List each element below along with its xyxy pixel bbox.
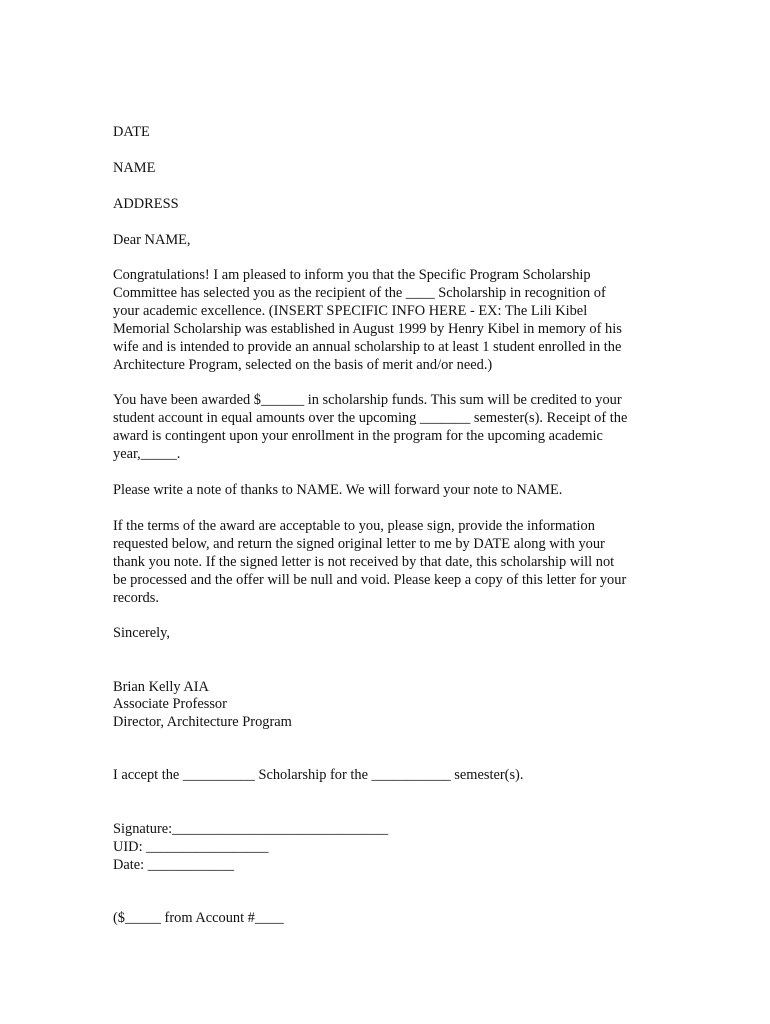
signature-field: Signature:______________________________ bbox=[113, 821, 389, 837]
paragraph-line: award is contingent upon your enrollment in the program for the upcoming academic bbox=[113, 428, 603, 444]
paragraph-line: If the terms of the award are acceptable to you, please sign, provide the information bbox=[113, 518, 595, 534]
signatory-role: Director, Architecture Program bbox=[113, 714, 292, 730]
paragraph-line: your academic excellence. (INSERT SPECIFIC INFO HERE - EX: The Lili Kibel bbox=[113, 303, 588, 319]
paragraph-line: You have been awarded $______ in scholarship funds. This sum will be credited to your bbox=[113, 392, 622, 408]
signatory-name: Brian Kelly AIA bbox=[113, 679, 209, 695]
paragraph-line: year,_____. bbox=[113, 446, 181, 462]
paragraph-line: Architecture Program, selected on the basis of merit and/or need.) bbox=[113, 357, 493, 373]
paragraph-congratulations bbox=[113, 266, 673, 374]
signatory-title: Associate Professor bbox=[113, 696, 227, 712]
paragraph-line: Congratulations! I am pleased to inform you that the Specific Program Scholarship bbox=[113, 267, 591, 283]
paragraph-line: records. bbox=[113, 590, 159, 606]
paragraph-line: thank you note. If the signed letter is not received by that date, this scholarship will not bbox=[113, 554, 615, 570]
paragraph-line: Committee has selected you as the recipient of the ____ Scholarship in recognition of bbox=[113, 285, 606, 301]
paragraph-line: requested below, and return the signed original letter to me by DATE along with your bbox=[113, 536, 605, 552]
date-placeholder: DATE bbox=[113, 124, 150, 140]
closing: Sincerely, bbox=[113, 625, 171, 641]
uid-field: UID: _________________ bbox=[113, 839, 269, 855]
account-line: ($_____ from Account #____ bbox=[113, 910, 284, 926]
paragraph-line: student account in equal amounts over the upcoming _______ semester(s). Receipt of the bbox=[113, 410, 628, 426]
paragraph-line: wife and is intended to provide an annual scholarship to at least 1 student enrolled in the bbox=[113, 339, 622, 355]
address-placeholder: ADDRESS bbox=[113, 196, 179, 212]
salutation: Dear NAME, bbox=[113, 232, 191, 248]
paragraph-line: be processed and the offer will be null and void. Please keep a copy of this letter for your bbox=[113, 572, 627, 588]
acceptance-statement: I accept the __________ Scholarship for the ___________ semester(s). bbox=[113, 767, 524, 783]
date-field: Date: ____________ bbox=[113, 857, 235, 873]
paragraph-terms bbox=[113, 517, 673, 607]
paragraph-thanks-note: Please write a note of thanks to NAME. We will forward your note to NAME. bbox=[113, 482, 563, 498]
paragraph-line: Memorial Scholarship was established in August 1999 by Henry Kibel in memory of his bbox=[113, 321, 622, 337]
recipient-name-placeholder: NAME bbox=[113, 160, 156, 176]
paragraph-award-amount bbox=[113, 391, 673, 463]
